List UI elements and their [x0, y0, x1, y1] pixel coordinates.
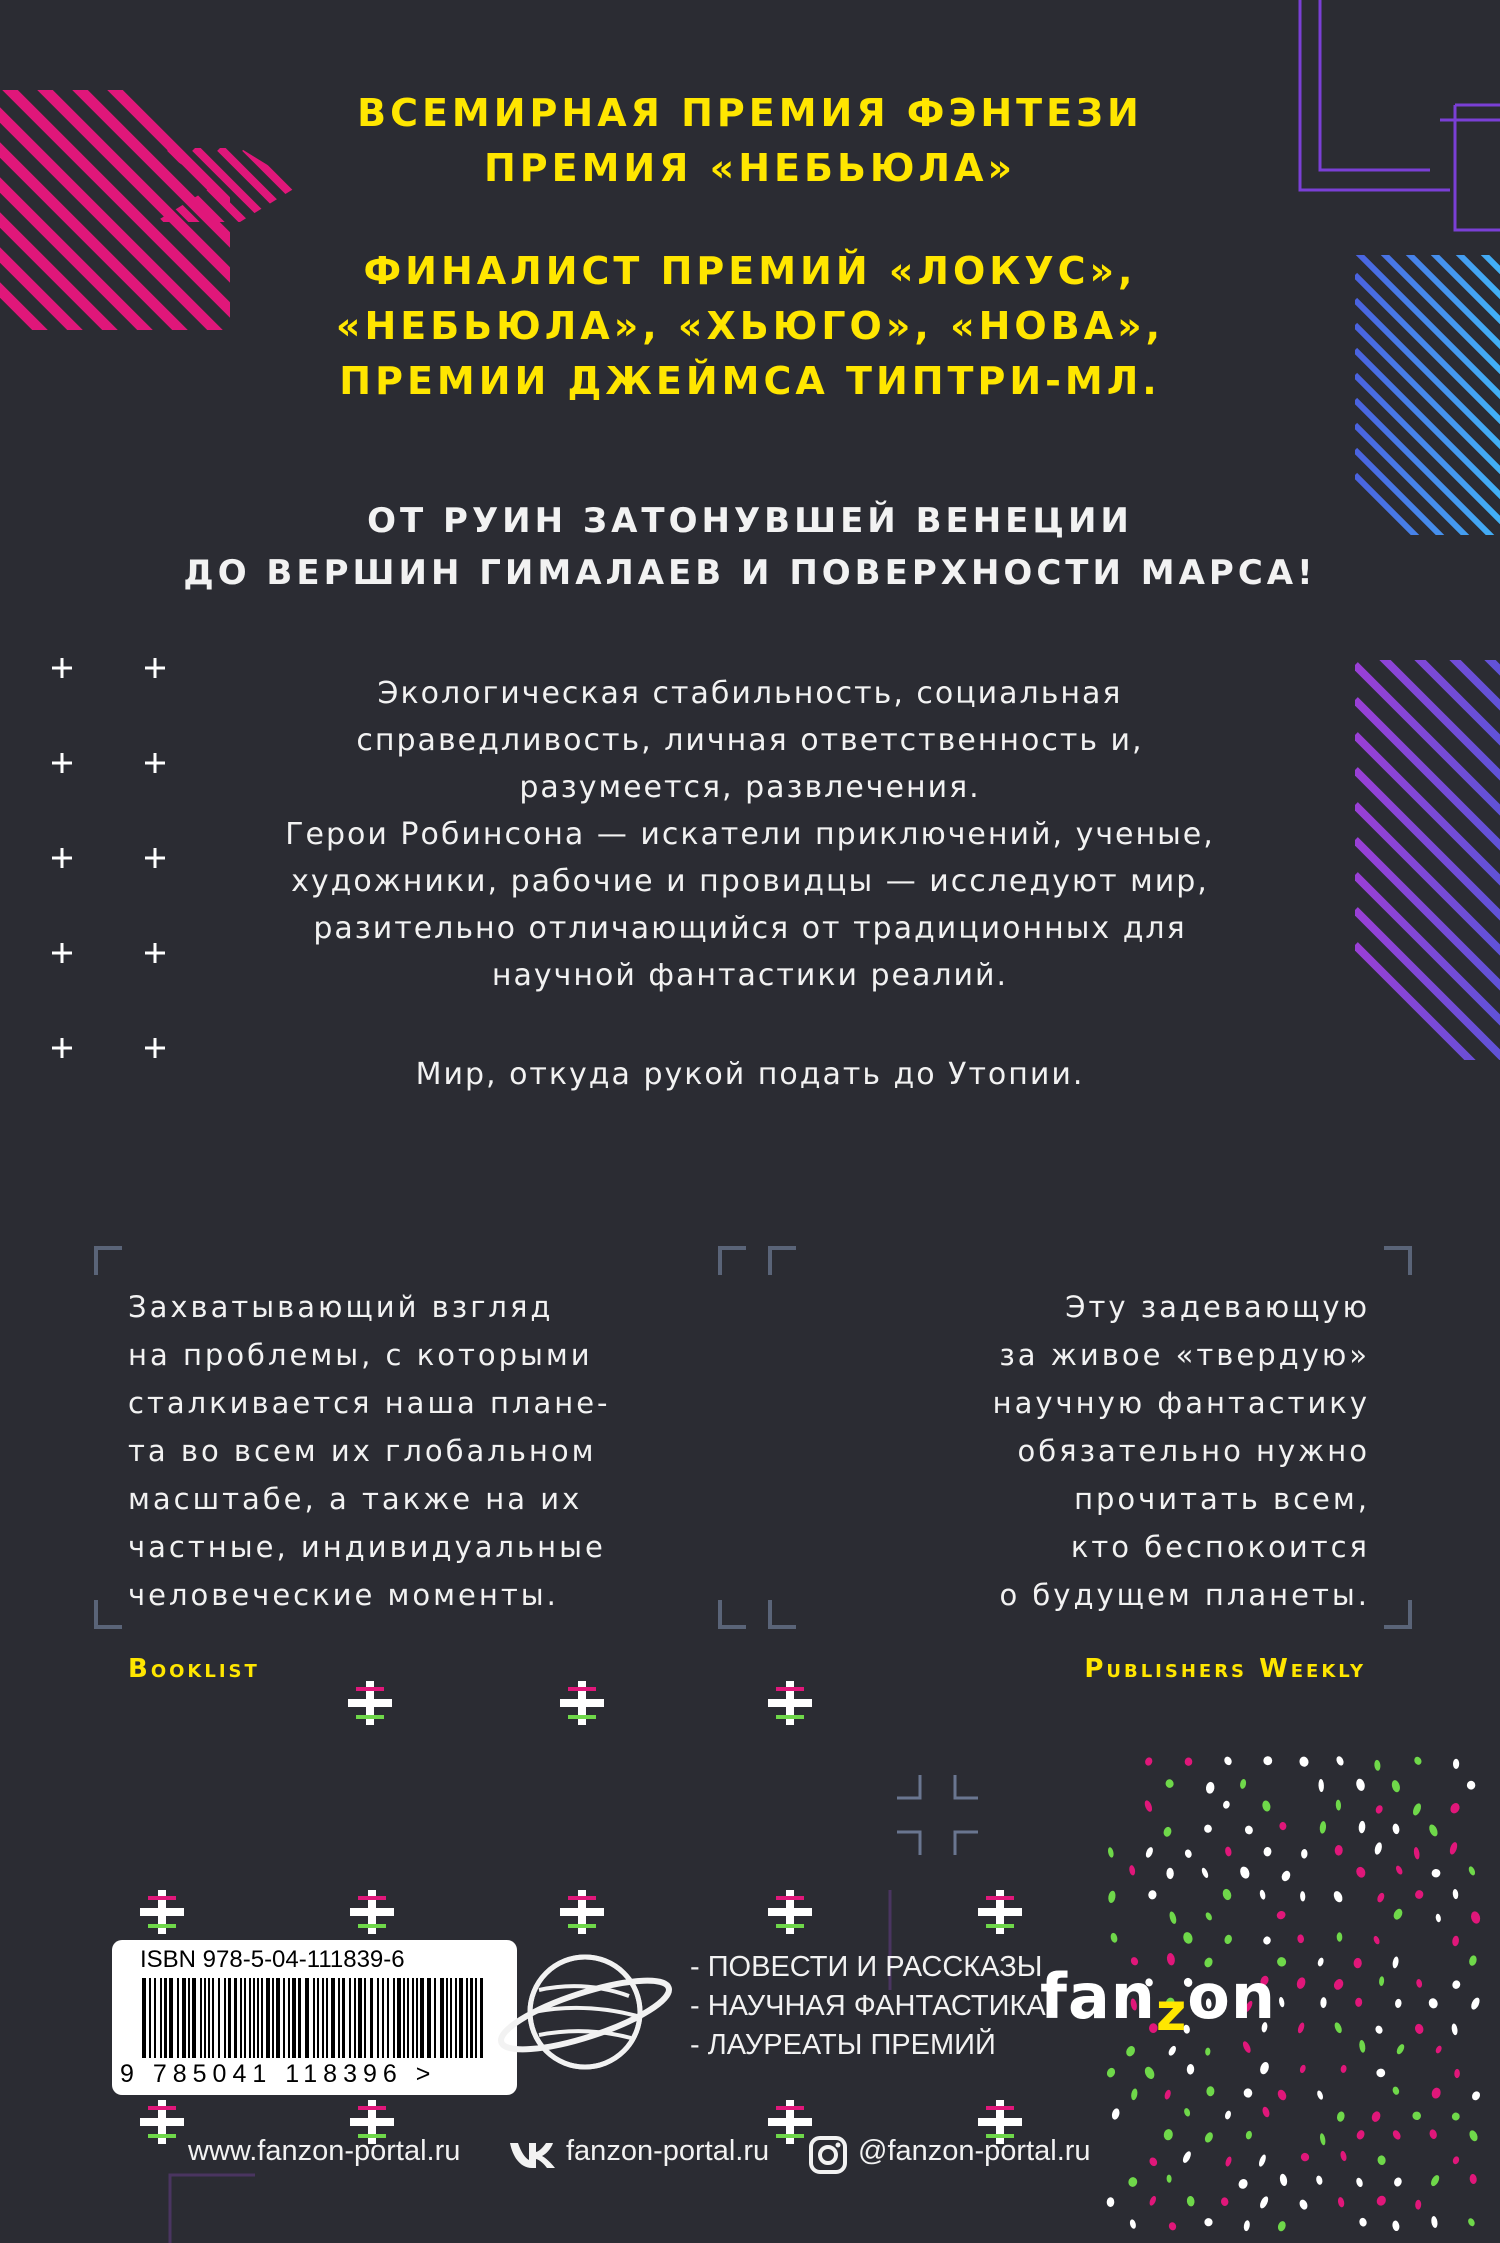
- barcode-bar: [188, 1978, 190, 2058]
- dot: [1205, 1781, 1215, 1794]
- quote-line: прочитать всем,: [1074, 1482, 1370, 1516]
- barcode-bar: [358, 1978, 362, 2058]
- dot: [1299, 2064, 1307, 2074]
- dot: [1395, 2043, 1406, 2056]
- logo-part: fan: [1040, 1960, 1156, 2033]
- dot: [1127, 2176, 1138, 2187]
- dot: [1392, 2086, 1401, 2096]
- instagram-icon: [808, 2135, 848, 2175]
- barcode-bar: [149, 1978, 151, 2058]
- dot: [1245, 2130, 1253, 2140]
- dot: [1223, 1934, 1233, 1945]
- genre-item: - ПОВЕСТИ И РАССКАЗЫ: [690, 1951, 1043, 1983]
- dot: [1452, 1889, 1459, 1900]
- dot: [1295, 1976, 1306, 1990]
- barcode-bar: [249, 1978, 251, 2058]
- dot: [1337, 2196, 1345, 2207]
- dot: [1166, 1868, 1174, 1880]
- barcode-bar: [412, 1978, 414, 2058]
- dot: [1335, 1799, 1341, 1810]
- dot: [1221, 1888, 1232, 1901]
- dot: [1391, 1779, 1402, 1793]
- dot: [1355, 1865, 1367, 1878]
- quote-line: масштабе, а также на их: [128, 1482, 583, 1516]
- genre-item: - НАУЧНАЯ ФАНТАСТИКА: [690, 1990, 1046, 2022]
- quote-right: [820, 1283, 1370, 1619]
- dot: [1449, 1801, 1462, 1815]
- barcode-bar: [331, 1978, 335, 2058]
- description-line: Герои Робинсона — искатели приключений, ученые,: [285, 817, 1215, 852]
- barcode-bar: [212, 1978, 214, 2058]
- dot: [1237, 2177, 1249, 2190]
- quote-source-publishers-weekly: Publishers Weekly: [1084, 1654, 1366, 1684]
- tagline: [130, 495, 1370, 599]
- dot: [1279, 2173, 1288, 2187]
- dot: [1148, 2156, 1159, 2167]
- dot: [1261, 2106, 1271, 2118]
- dot: [1280, 1869, 1292, 1882]
- barcode-bar: [466, 1978, 468, 2058]
- dot: [1224, 2110, 1232, 2120]
- dot: [1427, 1997, 1439, 2010]
- dot: [1393, 2176, 1403, 2187]
- barcode-bar: [305, 1978, 309, 2058]
- dot: [1317, 1957, 1325, 1967]
- dot: [1206, 2086, 1214, 2096]
- quote-line: на проблемы, с которыми: [128, 1338, 593, 1372]
- finalist-line: ФИНАЛИСТ ПРЕМИЙ «ЛОКУС»,: [363, 249, 1137, 293]
- genre-list: [690, 1948, 1046, 2065]
- dot: [1239, 1865, 1252, 1880]
- quote-line: та во всем их глобальном: [128, 1434, 597, 1468]
- barcode-bar: [403, 1978, 405, 2058]
- dot: [1203, 2131, 1214, 2144]
- purple-stripes: [1355, 490, 1500, 1145]
- barcode-bar: [313, 1978, 315, 2058]
- dot: [1279, 1822, 1287, 1831]
- dot: [1183, 2107, 1191, 2117]
- dot: [1223, 1755, 1233, 1766]
- dot: [1376, 1892, 1386, 1904]
- barcode-bar: [338, 1978, 340, 2058]
- planet-icon: [495, 1940, 675, 2080]
- quote-line: обязательно нужно: [1017, 1434, 1370, 1468]
- quote-line: сталкивается наша плане-: [128, 1386, 611, 1420]
- dot: [1374, 1760, 1381, 1772]
- barcode-bar: [342, 1978, 345, 2058]
- dot: [1204, 1824, 1213, 1833]
- barcode-bar: [455, 1978, 457, 2058]
- fanzon-logo: [1040, 1960, 1276, 2043]
- barcode-bar: [387, 1978, 389, 2058]
- dot: [1167, 2045, 1177, 2057]
- dot: [1263, 1756, 1273, 1766]
- dot: [1337, 1932, 1343, 1941]
- isbn-digits: 9 785041 118396 >: [120, 2060, 437, 2088]
- barcode-bar: [154, 1978, 156, 2058]
- genre-item: - ЛАУРЕАТЫ ПРЕМИЙ: [690, 2029, 996, 2061]
- dot: [1415, 2200, 1421, 2210]
- barcode-bar: [142, 1978, 146, 2058]
- barcode-bar: [192, 1978, 196, 2058]
- quote-line: за живое «твердую»: [999, 1338, 1370, 1372]
- dot: [1107, 1847, 1114, 1858]
- dot: [1318, 1779, 1324, 1792]
- barcode-bar: [446, 1978, 448, 2058]
- dot: [1413, 1756, 1423, 1767]
- utopia-line: Мир, откуда рукой подать до Утопии.: [415, 1057, 1085, 1092]
- dot: [1241, 2040, 1252, 2054]
- dot: [1340, 2064, 1347, 2073]
- dot: [1452, 2156, 1460, 2166]
- dot: [1379, 1976, 1385, 1986]
- dot: [1205, 2047, 1211, 2055]
- quote-source-booklist: Booklist: [128, 1654, 260, 1684]
- award-line: ВСЕМИРНАЯ ПРЕМИЯ ФЭНТЕЗИ: [357, 91, 1143, 135]
- dot: [1222, 1800, 1230, 1809]
- quote-line: Захватывающий взгляд: [128, 1290, 554, 1324]
- dot: [1182, 1931, 1194, 1945]
- dot: [1467, 2217, 1476, 2227]
- dot: [1467, 1865, 1476, 1876]
- dot: [1165, 1778, 1175, 1788]
- quote-line: частные, индивидуальные: [128, 1530, 606, 1564]
- dot: [1429, 2174, 1441, 2188]
- vk-link[interactable]: fanzon-portal.ru: [566, 2135, 770, 2167]
- dot: [1111, 2108, 1121, 2121]
- finalist-line: «НЕБЬЮЛА», «ХЬЮГО», «НОВА»,: [335, 304, 1165, 348]
- barcode-bar: [177, 1978, 179, 2058]
- dot: [1358, 1821, 1365, 1834]
- barcode-bar: [470, 1978, 473, 2058]
- plus-marks-left: [52, 658, 165, 1058]
- dot: [1316, 2090, 1324, 2101]
- barcode-bar: [200, 1978, 202, 2058]
- dot: [1278, 1996, 1285, 2007]
- dot: [1107, 1890, 1116, 1903]
- dot: [1185, 1758, 1193, 1766]
- barcode-bar: [257, 1978, 259, 2058]
- quote-line: о будущем планеты.: [999, 1578, 1370, 1612]
- quote-line: кто беспокоится: [1070, 1530, 1370, 1564]
- dot: [1261, 1800, 1271, 1813]
- barcode-bar: [218, 1978, 220, 2058]
- dot: [1130, 2088, 1138, 2101]
- barcode-bar: [326, 1978, 328, 2058]
- dot: [1168, 2221, 1178, 2231]
- dot: [1320, 1997, 1327, 2008]
- dot: [1186, 2196, 1195, 2207]
- dot: [1375, 2194, 1388, 2207]
- dot: [1297, 1934, 1305, 1944]
- dot: [1332, 1977, 1345, 1991]
- quote-line: Эту задевающую: [1065, 1290, 1370, 1324]
- barcode-bar: [349, 1978, 351, 2058]
- barcode-bar: [377, 1978, 379, 2058]
- dot: [1276, 2088, 1288, 2101]
- dot: [1428, 1823, 1440, 1837]
- dot: [1395, 1998, 1402, 2008]
- finalist-line: ПРЕМИИ ДЖЕЙМСА ТИПТРИ-МЛ.: [339, 359, 1161, 403]
- dot: [1374, 2024, 1384, 2034]
- dot: [1411, 1802, 1422, 1816]
- dot: [1374, 1804, 1384, 1815]
- barcode-bar: [266, 1978, 270, 2058]
- barcode-bar: [393, 1978, 395, 2058]
- dot: [1224, 1846, 1232, 1857]
- dot: [1301, 1849, 1308, 1859]
- barcode-bar: [397, 1978, 401, 2058]
- barcode-bar: [427, 1978, 431, 2058]
- dot: [1163, 1826, 1173, 1838]
- dot: [1297, 2022, 1306, 2034]
- dot: [1467, 1781, 1475, 1790]
- dot: [1200, 1867, 1209, 1879]
- barcode-bar: [224, 1978, 226, 2058]
- dot: [1181, 2150, 1192, 2164]
- awards-block: [220, 86, 1280, 196]
- dot: [1258, 2195, 1269, 2209]
- barcode-bar: [450, 1978, 452, 2058]
- dot: [1129, 2219, 1137, 2230]
- quote-line: человеческие моменты.: [128, 1578, 559, 1612]
- dot: [1259, 1889, 1266, 1900]
- instagram-link[interactable]: @fanzon-portal.ru: [858, 2135, 1091, 2167]
- dot: [1355, 1998, 1362, 2008]
- description-line: справедливость, личная ответственность и,: [356, 723, 1144, 758]
- description-line: художники, рабочие и провидцы — исследуют мир,: [291, 864, 1209, 899]
- dot: [1319, 2133, 1326, 2146]
- dot: [1110, 1932, 1119, 1943]
- barcode-bar: [354, 1978, 356, 2058]
- dot: [1435, 1913, 1441, 1922]
- dot: [1392, 1823, 1400, 1835]
- dot: [1332, 1890, 1344, 1904]
- dot: [1300, 1891, 1306, 1902]
- dot: [1221, 2197, 1229, 2206]
- barcode-bar: [370, 1978, 373, 2058]
- dot: [1430, 2087, 1441, 2100]
- description-line: разительно отличающийся от традиционных для: [313, 911, 1187, 946]
- barcode-bar: [283, 1978, 285, 2058]
- dot: [1163, 2129, 1173, 2141]
- dot: [1416, 1979, 1423, 1989]
- dot: [1435, 2045, 1443, 2055]
- dot: [1376, 2069, 1385, 2078]
- dot: [1452, 1935, 1460, 1946]
- dot: [1431, 1868, 1441, 1878]
- dot: [1469, 2174, 1477, 2185]
- dot: [1373, 1842, 1383, 1856]
- dot: [1336, 2111, 1346, 2123]
- dot: [1143, 1799, 1153, 1812]
- dot: [1166, 2174, 1172, 2183]
- dot: [1239, 1778, 1247, 1789]
- barcode-bar: [317, 1978, 319, 2058]
- dot: [1107, 2197, 1115, 2207]
- dot: [1204, 1911, 1213, 1921]
- isbn-label: ISBN 978-5-04-111839-6: [140, 1946, 405, 1973]
- purple-circuit: [1300, 0, 1500, 230]
- barcode-bar: [276, 1978, 280, 2058]
- dot: [1414, 2023, 1425, 2035]
- vk-icon: [508, 2140, 558, 2170]
- dot: [1468, 1955, 1478, 1967]
- dot: [1335, 1755, 1345, 1767]
- dot: [1392, 2220, 1401, 2232]
- dot: [1163, 2089, 1171, 2100]
- dot: [1168, 1911, 1177, 1925]
- barcode-bar: [160, 1978, 162, 2058]
- barcode-bar: [364, 1978, 366, 2058]
- award-line: ПРЕМИЯ «НЕБЬЮЛА»: [483, 146, 1017, 190]
- barcode-bar: [480, 1978, 483, 2058]
- dot: [1355, 2129, 1366, 2141]
- cyan-stripes: [1355, 125, 1500, 675]
- barcode-bar: [288, 1978, 290, 2058]
- tagline-line: ДО ВЕРШИН ГИМАЛАЕВ И ПОВЕРХНОСТИ МАРСА!: [183, 553, 1317, 593]
- dot: [1358, 2217, 1367, 2228]
- barcode-bar: [420, 1978, 424, 2058]
- dot: [1355, 2177, 1364, 2188]
- barcode-bar: [261, 1978, 263, 2058]
- barcode-bar: [204, 1978, 206, 2058]
- crosshair-mark: [897, 1775, 978, 1855]
- dot: [1372, 1935, 1380, 1945]
- barcode-bar: [228, 1978, 231, 2058]
- barcode-bar: [459, 1978, 463, 2058]
- barcode-bar: [322, 1978, 324, 2058]
- barcode-bar: [182, 1978, 186, 2058]
- dot: [1148, 2195, 1157, 2207]
- barcode-bar: [208, 1978, 210, 2058]
- dot: [1298, 2198, 1309, 2210]
- tagline-line: ОТ РУИН ЗАТОНУВШЕЙ ВЕНЕЦИИ: [367, 501, 1133, 541]
- dot: [1353, 1958, 1362, 1969]
- barcode-bar: [382, 1978, 384, 2058]
- dot: [1340, 2150, 1348, 2161]
- dot: [1204, 2217, 1214, 2227]
- dot: [1244, 2088, 1253, 2097]
- dot: [1430, 2216, 1438, 2229]
- dot: [1468, 2129, 1479, 2142]
- dot: [1184, 1849, 1193, 1859]
- dot: [1275, 1909, 1287, 1920]
- barcode-bar: [234, 1978, 237, 2058]
- dot: [1144, 1756, 1154, 1766]
- dot: [1391, 2129, 1402, 2141]
- dot: [1428, 2128, 1438, 2139]
- dot: [1105, 2067, 1116, 2079]
- dot: [1392, 1956, 1400, 1969]
- barcode-bar: [407, 1978, 409, 2058]
- description: [170, 670, 1330, 999]
- dot: [1454, 2069, 1460, 2078]
- dot: [1333, 2021, 1343, 2034]
- barcode-bar: [475, 1978, 477, 2058]
- dot: [1413, 1847, 1420, 1860]
- dot: [1451, 1979, 1461, 1990]
- barcode-bar: [416, 1978, 418, 2058]
- dot: [1125, 2045, 1137, 2058]
- barcode-bar: [164, 1978, 167, 2058]
- dot: [1244, 1825, 1254, 1836]
- barcode-bar: [253, 1978, 255, 2058]
- dot: [1243, 2220, 1250, 2232]
- quote-line: научную фантастику: [992, 1386, 1370, 1420]
- dot: [1377, 2155, 1386, 2166]
- dot: [1187, 2064, 1195, 2075]
- dot: [1148, 1890, 1157, 1900]
- description-line: научной фантастики реалий.: [491, 958, 1009, 993]
- dot: [1143, 2065, 1156, 2080]
- dot: [1448, 1841, 1458, 1855]
- dot: [1263, 1847, 1272, 1857]
- dot: [1470, 2090, 1481, 2102]
- dot: [1259, 2061, 1271, 2076]
- dot: [1277, 2220, 1287, 2232]
- dot: [1299, 2151, 1310, 2162]
- logo-part: on: [1187, 1960, 1276, 2033]
- finalist-block: [200, 244, 1300, 409]
- barcode-bar: [434, 1978, 436, 2058]
- dot: [1275, 1956, 1287, 1968]
- dot: [1451, 2023, 1458, 2036]
- dot: [1470, 1996, 1482, 2011]
- dot: [1335, 1845, 1343, 1856]
- dot: [1315, 2175, 1323, 2186]
- dot: [1355, 1778, 1366, 1792]
- dot: [1224, 2156, 1232, 2168]
- barcode-bar: [298, 1978, 301, 2058]
- barcode-bar: [240, 1978, 242, 2058]
- dot: [1144, 1846, 1154, 1859]
- barcode-bar: [272, 1978, 274, 2058]
- dot: [1395, 1865, 1404, 1876]
- website-link[interactable]: www.fanzon-portal.ru: [188, 2135, 461, 2167]
- dot: [1453, 1759, 1459, 1769]
- dot: [1359, 2040, 1367, 2053]
- dot: [1451, 2111, 1461, 2121]
- logo-z: z: [1155, 1983, 1188, 2043]
- dot: [1262, 1935, 1271, 1945]
- dot: [1470, 1910, 1482, 1924]
- dot: [1370, 2110, 1382, 2123]
- barcode-bar: [440, 1978, 444, 2058]
- dot: [1258, 2154, 1268, 2168]
- dot: [1411, 2110, 1422, 2121]
- barcode-bar: [169, 1978, 173, 2058]
- dot: [1298, 1756, 1309, 1768]
- dot: [1128, 1865, 1135, 1876]
- barcode-bar: [244, 1978, 246, 2058]
- description-line: разумеется, развлечения.: [519, 770, 981, 805]
- barcode-bar: [292, 1978, 296, 2058]
- description-line: Экологическая стабильность, социальная: [377, 676, 1123, 711]
- dot: [1319, 1821, 1326, 1834]
- quote-left: [128, 1283, 748, 1619]
- dot: [1392, 1907, 1404, 1921]
- dot: [1414, 1889, 1425, 1900]
